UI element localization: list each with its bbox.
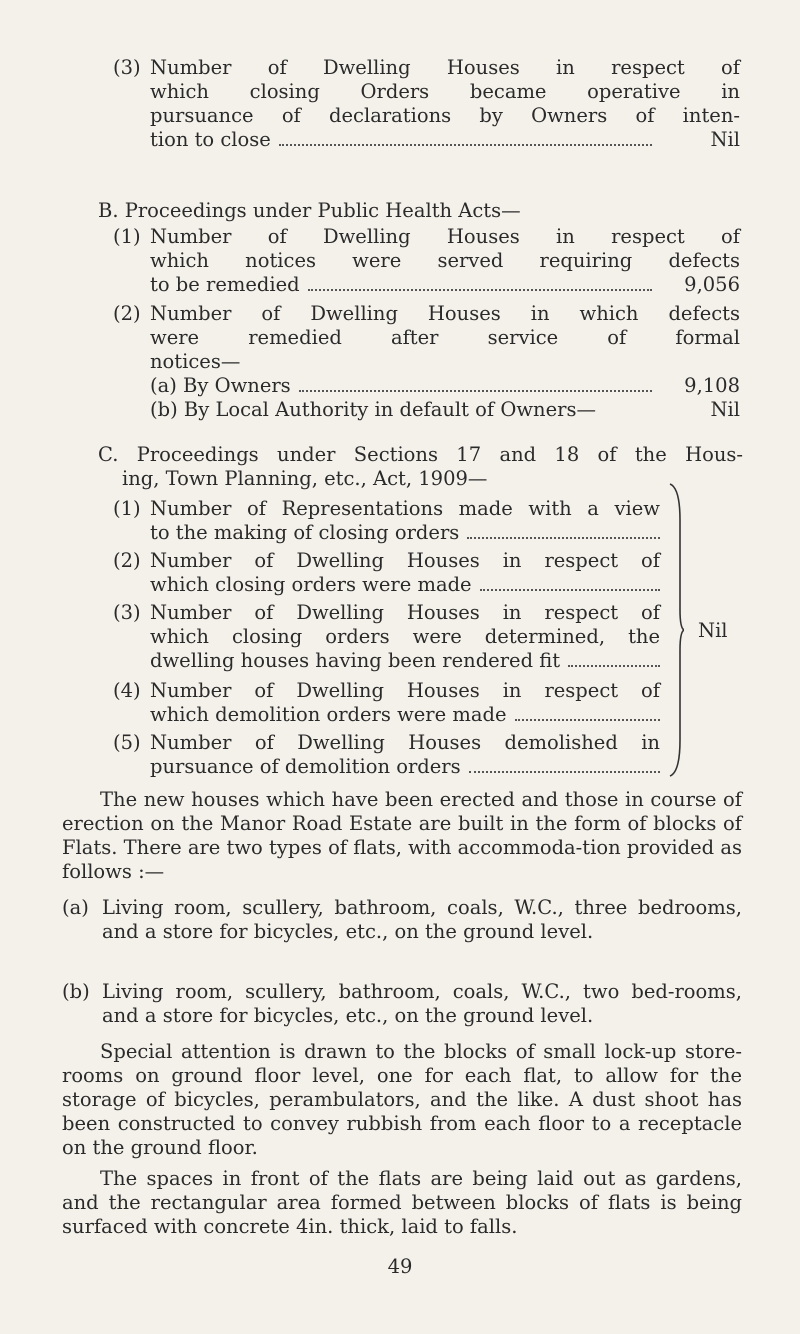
section-c-heading [98, 443, 743, 491]
item-text-line: were remedied after service of formal [150, 326, 740, 349]
item-text-line: which demolition orders were made [150, 703, 507, 726]
item-text-line: Number of Dwelling Houses demolished in [150, 731, 660, 754]
item-c5 [113, 731, 660, 779]
item-text-line: pursuance of demolition orders [150, 755, 461, 778]
item-text-line: dwelling houses having been rendered fit [150, 649, 561, 672]
item-label: (2) [113, 302, 141, 325]
item-text-line: which closing orders were made [150, 573, 472, 596]
dot-leader [480, 588, 660, 591]
right-brace-icon [668, 480, 684, 780]
list-item-label: (b) [62, 980, 90, 1003]
item-text-line: tion to close [150, 128, 271, 151]
item-label: (2) [113, 549, 141, 572]
heading-line: C. Proceedings under Sections 17 and 18 of the Hous- [98, 443, 743, 466]
item-value: 9,108 [684, 374, 740, 397]
item-c2 [113, 549, 660, 597]
section-b-heading: B. Proceedings under Public Health Acts— [98, 199, 521, 222]
item-value: 9,056 [684, 273, 740, 296]
list-item-text: Living room, scullery, bathroom, coals, W.C., three bedrooms, and a store for bicycles, etc., on the ground level. [102, 896, 742, 943]
item-text-line: pursuance of declarations by Owners of inten- [150, 104, 740, 127]
list-item [62, 896, 742, 944]
item-text-line: Number of Dwelling Houses in respect of [150, 549, 660, 572]
item-label: (1) [113, 225, 141, 248]
item-a3 [113, 56, 740, 152]
paragraph: The new houses which have been erected and those in course of erection on the Manor Road Estate are built in the form of blocks of Flats. There are two types of flats, with accommoda-tion provided as follows :— [62, 788, 742, 883]
item-b1 [113, 225, 740, 297]
item-text-line: (b) By Local Authority in default of Owners— [150, 398, 596, 421]
item-text-line: to be remedied [150, 273, 300, 296]
item-label: (3) [113, 56, 141, 79]
list-item-label: (a) [62, 896, 89, 919]
item-label: (1) [113, 497, 141, 520]
dot-leader [469, 770, 660, 773]
item-text-line: which closing orders were determined, the [150, 625, 660, 648]
item-c3 [113, 601, 660, 673]
dot-leader [568, 664, 660, 667]
list-item-text: Living room, scullery, bathroom, coals, W.C., two bed-rooms, and a store for bicycles, etc., on the ground level. [102, 980, 742, 1027]
item-text-line: Number of Dwelling Houses in respect of [150, 601, 660, 624]
dot-leader [308, 288, 652, 291]
page-number: 49 [387, 1255, 413, 1278]
list-item [62, 980, 742, 1028]
item-c4 [113, 679, 660, 727]
item-text-line: Number of Dwelling Houses in respect of [150, 56, 740, 79]
item-value: Nil [710, 128, 740, 151]
dot-leader [279, 143, 652, 146]
item-text-line: Number of Dwelling Houses in which defects [150, 302, 740, 325]
item-label: (5) [113, 731, 141, 754]
item-value: Nil [710, 398, 740, 421]
item-text-line: notices— [150, 350, 241, 373]
item-text-line: Number of Dwelling Houses in respect of [150, 225, 740, 248]
item-text-line: which notices were served requiring defects [150, 249, 740, 272]
section-c-value: Nil [698, 619, 728, 642]
paragraph: The spaces in front of the flats are being laid out as gardens, and the rectangular area formed between blocks of flats is being surfaced with concrete 4in. thick, laid to falls. [62, 1167, 742, 1238]
dot-leader [467, 536, 660, 539]
item-b2 [113, 302, 740, 422]
item-text-line: Number of Dwelling Houses in respect of [150, 679, 660, 702]
item-c1 [113, 497, 660, 545]
item-text-line: which closing Orders became operative in [150, 80, 740, 103]
dot-leader [299, 389, 652, 392]
item-label: (3) [113, 601, 141, 624]
item-text-line: Number of Representations made with a view [150, 497, 660, 520]
item-label: (4) [113, 679, 141, 702]
item-text-line: to the making of closing orders [150, 521, 460, 544]
item-text-line: (a) By Owners [150, 374, 291, 397]
paragraph: Special attention is drawn to the blocks of small lock-up store-rooms on ground floor level, one for each flat, to allow for the storage of bicycles, perambulators, and the like. A dust shoot has been constructed to convey rubbish from each floor to a receptacle on the ground floor. [62, 1040, 742, 1159]
dot-leader [515, 718, 660, 721]
heading-line: ing, Town Planning, etc., Act, 1909— [122, 467, 488, 490]
